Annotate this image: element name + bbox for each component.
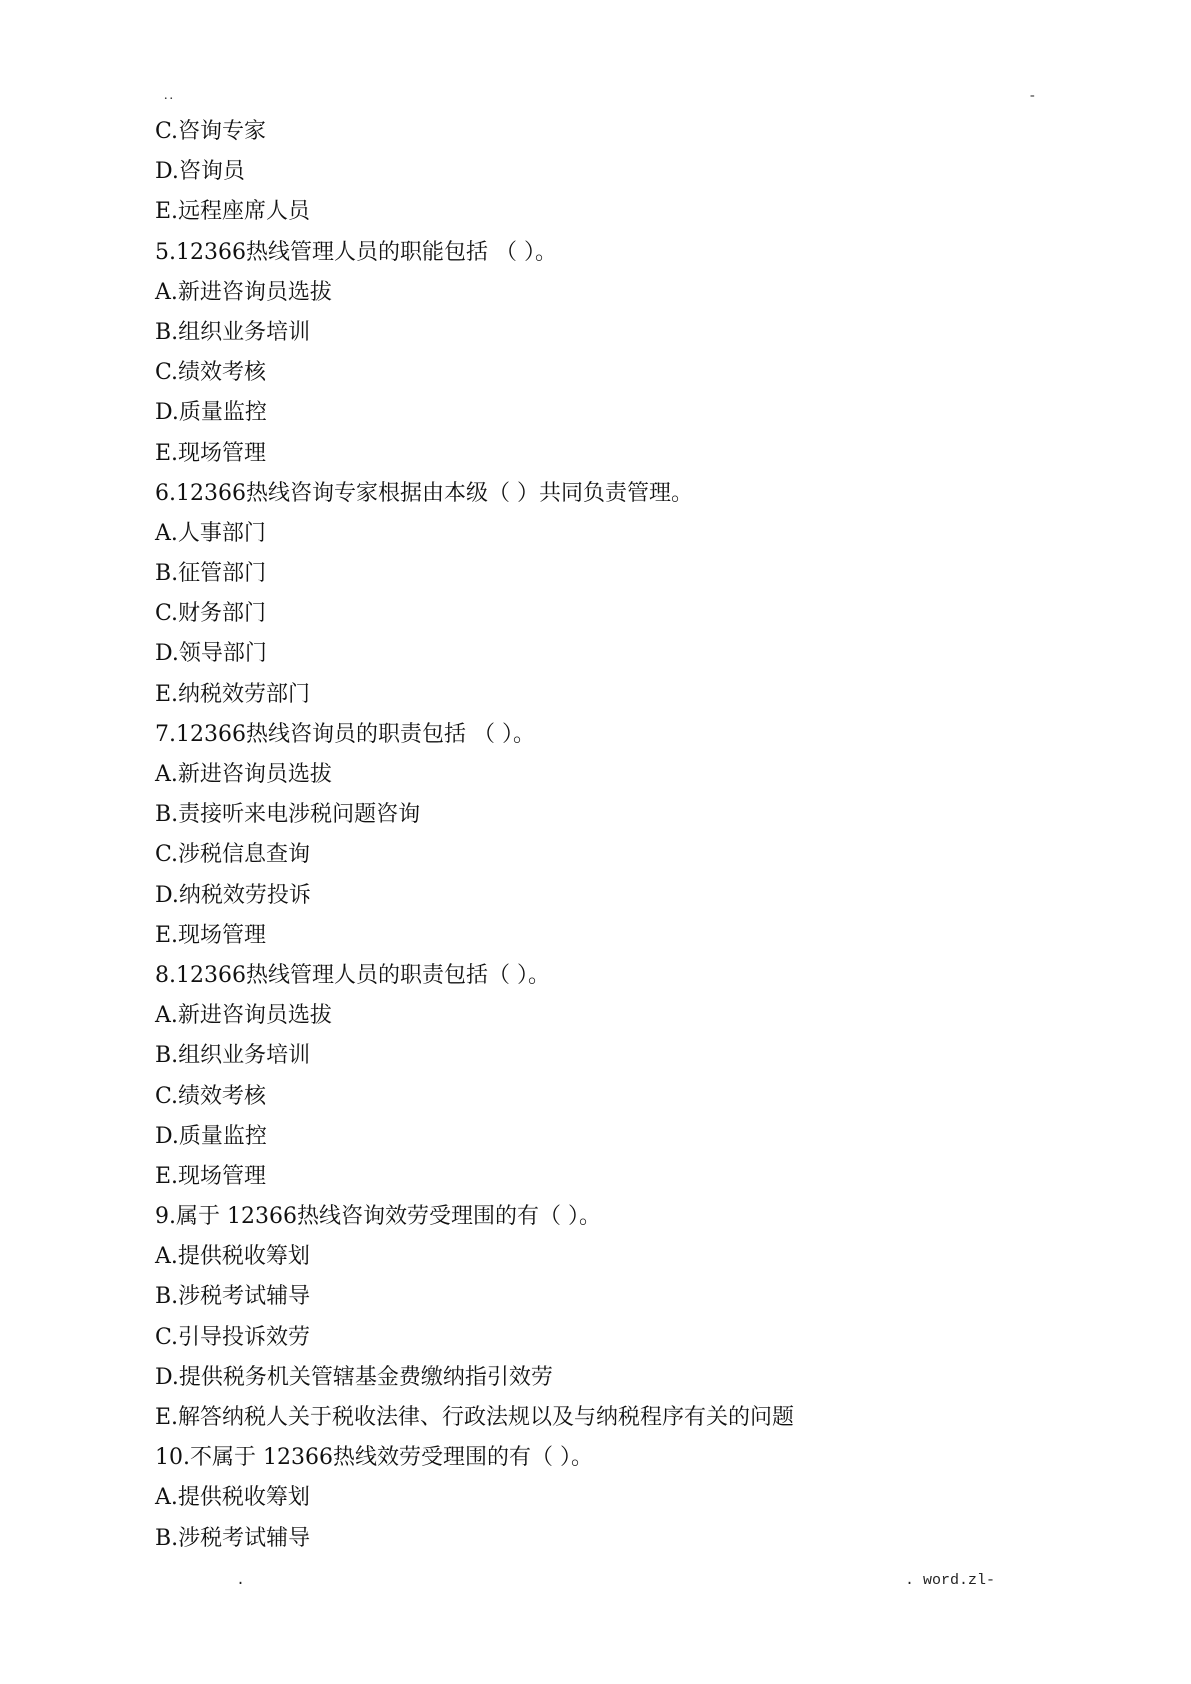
footer-left-mark: . <box>236 1572 246 1589</box>
question-9: 9.属于 12366热线咨询效劳受理围的有（ ）。 <box>155 1204 601 1230</box>
option-line: B.涉税考试辅导 <box>155 1284 311 1310</box>
option-line: D.质量监控 <box>155 400 267 426</box>
option-line: E.现场管理 <box>155 922 267 948</box>
question-5: 5.12366热线管理人员的职能包括 （ ）。 <box>155 239 557 265</box>
question-7: 7.12366热线咨询员的职责包括 （ ）。 <box>155 721 535 747</box>
question-6: 6.12366热线咨询专家根据由本级（ ）共同负责管理。 <box>155 480 693 506</box>
header-left-mark: .. <box>164 88 175 103</box>
question-8: 8.12366热线管理人员的职责包括（ ）。 <box>155 962 550 988</box>
option-line: C.涉税信息查询 <box>155 842 311 868</box>
question-list <box>155 112 1055 1559</box>
option-line: C.引导投诉效劳 <box>155 1324 311 1350</box>
option-line: D.领导部门 <box>155 641 267 667</box>
option-line: E.纳税效劳部门 <box>155 681 311 707</box>
option-line: E.现场管理 <box>155 1163 267 1189</box>
option-line: B.组织业务培训 <box>155 1043 311 1069</box>
option-line: B.组织业务培训 <box>155 319 311 345</box>
option-line: C.绩效考核 <box>155 360 267 386</box>
option-line: E.现场管理 <box>155 440 267 466</box>
text-line: E.远程座席人员 <box>155 199 311 225</box>
option-line: B.涉税考试辅导 <box>155 1525 311 1551</box>
footer-watermark: . word.zl- <box>905 1572 996 1589</box>
option-line: C.绩效考核 <box>155 1083 267 1109</box>
header-right-mark: - <box>1030 88 1035 103</box>
option-line: A.新进咨询员选拔 <box>155 279 332 305</box>
option-line: D.质量监控 <box>155 1123 267 1149</box>
option-line: A.提供税收筹划 <box>155 1244 310 1270</box>
option-line: A.提供税收筹划 <box>155 1485 310 1511</box>
option-line: A.新进咨询员选拔 <box>155 1003 332 1029</box>
option-line: A.新进咨询员选拔 <box>155 762 332 787</box>
option-line: D.提供税务机关管辖基金费缴纳指引效劳 <box>155 1364 553 1390</box>
option-line: E.解答纳税人关于税收法律、行政法规以及与纳税程序有关的问题 <box>155 1405 795 1430</box>
option-line: A.人事部门 <box>155 520 266 546</box>
option-line: C.财务部门 <box>155 601 267 627</box>
question-10: 10.不属于 12366热线效劳受理围的有（ ）。 <box>155 1445 593 1471</box>
option-line: B.征管部门 <box>155 561 267 587</box>
text-line: C.咨询专家 <box>155 119 267 144</box>
option-line: D.纳税效劳投诉 <box>155 882 311 908</box>
text-line: D.咨询员 <box>155 159 245 185</box>
option-line: B.责接听来电涉税问题咨询 <box>155 802 421 828</box>
